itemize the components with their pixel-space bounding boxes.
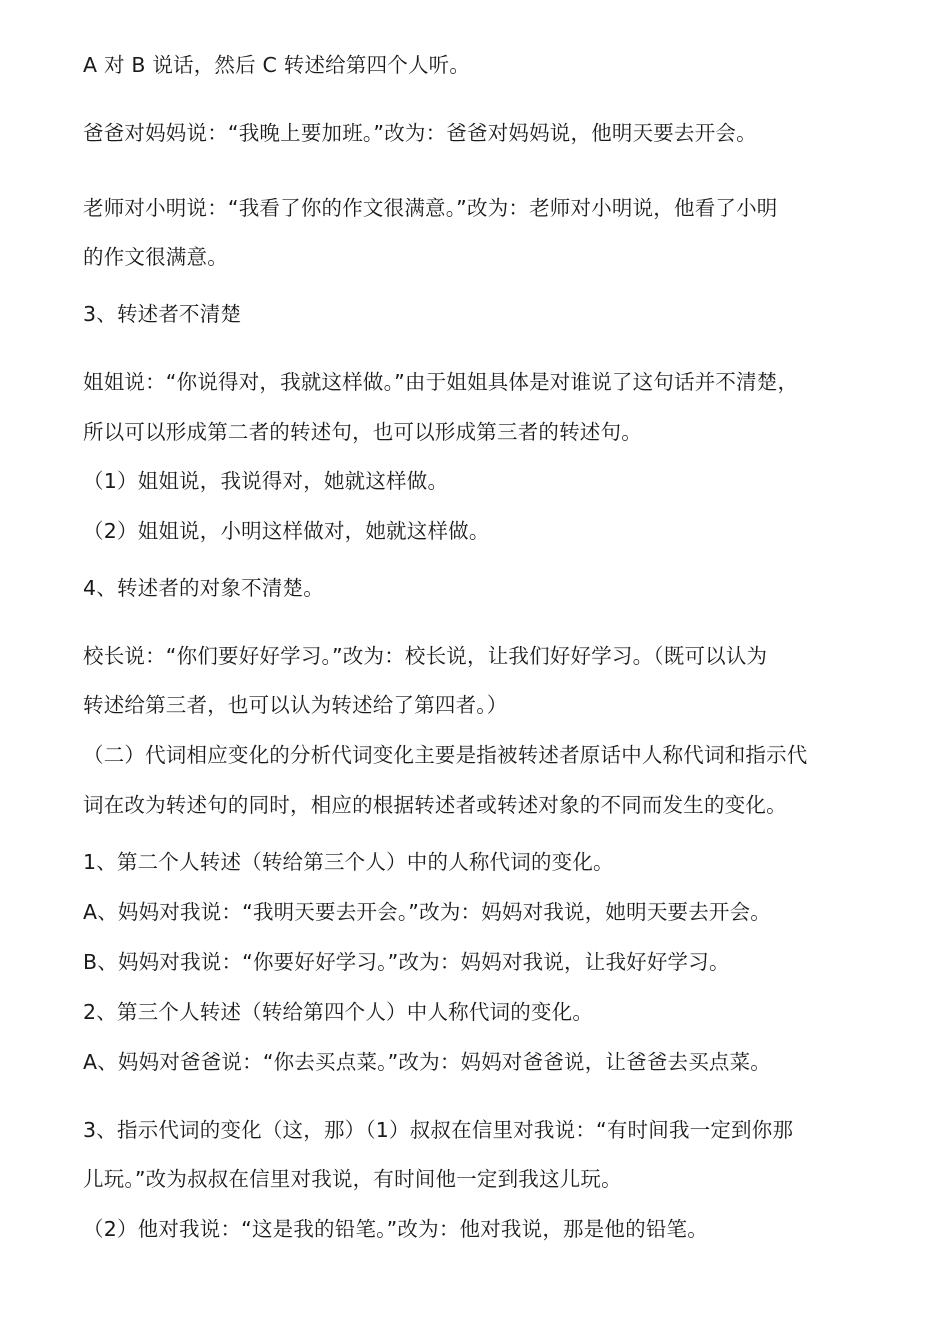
text-line-2: 爸爸对妈妈说：“我晚上要加班。”改为：爸爸对妈妈说，他明天要去开会。 [83, 121, 757, 145]
example-b: B、妈妈对我说：“你要好好学习。”改为：妈妈对我说，让我好好学习。 [83, 950, 730, 974]
text-line-4: 的作文很满意。 [83, 245, 228, 269]
list-item-1: （1）姐姐说，我说得对，她就这样做。 [83, 469, 449, 493]
text-line-11: 校长说：“你们要好好学习。”改为：校长说，让我们好好学习。（既可以认为 [83, 644, 768, 668]
text-line-13: （二）代词相应变化的分析代词变化主要是指被转述者原话中人称代词和指示代 [83, 743, 808, 767]
text-line-12: 转述给第三者，也可以认为转述给了第四者。） [83, 693, 508, 717]
section-heading-3: 3、转述者不清楚 [83, 302, 242, 326]
section-heading-4: 4、转述者的对象不清楚。 [83, 576, 324, 600]
section-heading-2: 2、第三个人转述（转给第四个人）中人称代词的变化。 [83, 1000, 594, 1024]
text-line-20: 3、指示代词的变化（这，那）（1）叔叔在信里对我说：“有时间我一定到你那 [83, 1118, 794, 1142]
section-heading-1: 1、第二个人转述（转给第三个人）中的人称代词的变化。 [83, 850, 614, 874]
text-line-14: 词在改为转述句的同时，相应的根据转述者或转述对象的不同而发生的变化。 [83, 793, 787, 817]
text-line-1: A 对 B 说话，然后 C 转述给第四个人听。 [83, 53, 471, 77]
text-line-21: 儿玩。”改为叔叔在信里对我说，有时间他一定到我这儿玩。 [83, 1167, 622, 1191]
list-item-3: （2）他对我说：“这是我的铅笔。”改为：他对我说，那是他的铅笔。 [83, 1217, 708, 1241]
list-item-2: （2）姐姐说，小明这样做对，她就这样做。 [83, 519, 490, 543]
text-line-3: 老师对小明说：“我看了你的作文很满意。”改为：老师对小明说，他看了小明 [83, 196, 778, 220]
text-line-6: 姐姐说：“你说得对，我就这样做。”由于姐姐具体是对谁说了这句话并不清楚， [83, 370, 799, 394]
example-a: A、妈妈对我说：“我明天要去开会。”改为：妈妈对我说，她明天要去开会。 [83, 900, 772, 924]
example-a-2: A、妈妈对爸爸说：“你去买点菜。”改为：妈妈对爸爸说，让爸爸去买点菜。 [83, 1050, 772, 1074]
text-line-7: 所以可以形成第二者的转述句，也可以形成第三者的转述句。 [83, 420, 642, 444]
